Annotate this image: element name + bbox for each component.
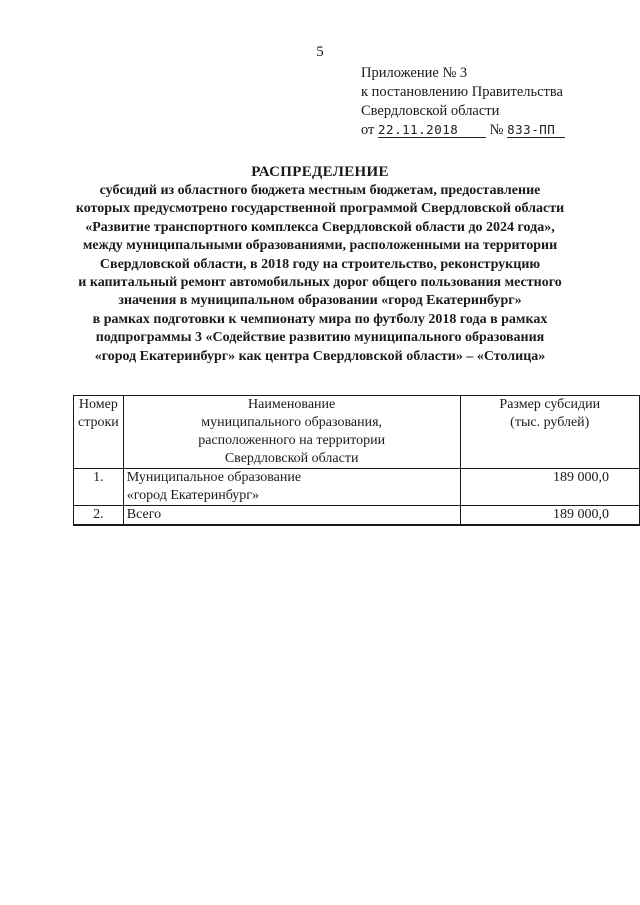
total-amount: 189 000,0: [460, 506, 639, 526]
appendix-block: [361, 64, 565, 140]
heading-line: в рамках подготовки к чемпионату мира по футболу 2018 года в рамках: [92, 311, 548, 327]
heading-line: субсидий из областного бюджета местным бюджетам, предоставление: [99, 183, 541, 198]
heading-line: «город Екатеринбург» как центра Свердловской области» – «Столица»: [94, 348, 546, 364]
decree-number: 833-ПП: [507, 122, 565, 138]
document-heading: [0, 162, 640, 366]
heading-line: которых предусмотрено государственной программой Свердловской области: [75, 201, 565, 217]
table-header-row: [74, 396, 640, 469]
appendix-line-3: Свердловской области: [361, 103, 500, 119]
municipality-name: Муниципальное образование «город Екатеринбург»: [123, 469, 460, 506]
table-row: [74, 469, 640, 506]
decree-date: 22.11.2018: [378, 122, 486, 138]
header-row-number: Номер строки: [74, 396, 124, 469]
subsidy-amount: 189 000,0: [460, 469, 639, 506]
heading-line: Свердловской области, в 2018 году на строительство, реконструкцию: [99, 256, 541, 272]
heading-line: значения в муниципальном образовании «город Екатеринбург»: [118, 293, 522, 309]
row-number: 1.: [74, 469, 124, 506]
heading-line: и капитальный ремонт автомобильных дорог общего пользования местного: [78, 275, 562, 291]
heading-line: «Развитие транспортного комплекса Свердловской области до 2024 года»,: [85, 219, 555, 235]
row-number: 2.: [74, 506, 124, 526]
date-prefix: от: [361, 122, 375, 138]
total-label: Всего: [123, 506, 460, 526]
appendix-date-line: [361, 121, 565, 140]
table-row-total: [74, 506, 640, 526]
header-municipality-name: Наименование муниципального образования, расположенного на территории Свердловской области: [123, 396, 460, 469]
subsidy-table: [73, 395, 640, 526]
document-title: РАСПРЕДЕЛЕНИЕ: [251, 164, 389, 180]
heading-line: подпрограммы 3 «Содействие развитию муниципального образования: [95, 330, 545, 346]
heading-line: между муниципальными образованиями, расположенными на территории: [82, 238, 558, 254]
subsidy-table-wrapper: [73, 395, 640, 526]
appendix-line-2: к постановлению Правительства: [361, 84, 563, 100]
number-prefix: №: [489, 122, 504, 138]
appendix-line-1: Приложение № 3: [361, 65, 468, 81]
header-subsidy-amount: Размер субсидии (тыс. рублей): [460, 396, 639, 469]
page-number: 5: [316, 44, 324, 60]
